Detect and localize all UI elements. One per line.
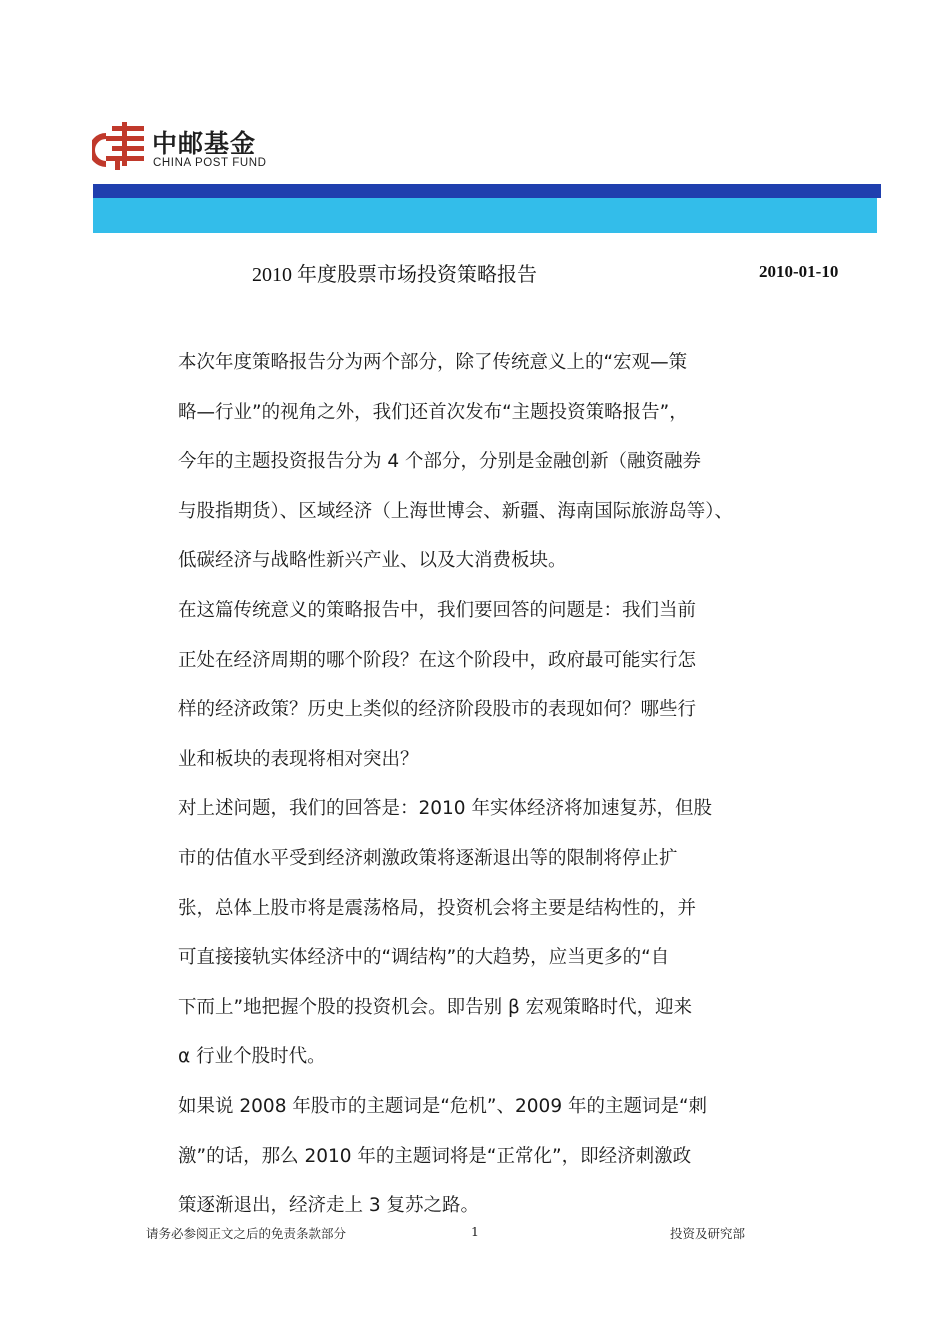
body-line: α 行业个股时代。 <box>178 1046 326 1068</box>
header-band-light <box>93 198 877 233</box>
body-line: 对上述问题，我们的回答是：2010 年实体经济将加速复苏，但股 <box>178 798 712 820</box>
china-post-logo-icon <box>92 118 150 174</box>
report-title: 2010 年度股票市场投资策略报告 <box>252 264 537 286</box>
logo-english-name: CHINA POST FUND <box>153 157 267 169</box>
report-body <box>178 345 838 1238</box>
body-line: 策逐渐退出，经济走上 3 复苏之路。 <box>178 1195 480 1217</box>
body-line: 在这篇传统意义的策略报告中，我们要回答的问题是：我们当前 <box>178 599 697 621</box>
body-line: 与股指期货）、区域经济（上海世博会、新疆、海南国际旅游岛等）、 <box>178 500 734 522</box>
body-line: 市的估值水平受到经济刺激政策将逐渐退出等的限制将停止扩 <box>178 847 678 869</box>
body-line: 激”的话，那么 2010 年的主题词将是“正常化”，即经济刺激政 <box>178 1145 692 1167</box>
footer-disclaimer: 请务必参阅正文之后的免责条款部分 <box>146 1226 347 1241</box>
body-line: 略—行业”的视角之外，我们还首次发布“主题投资策略报告”， <box>178 401 688 423</box>
body-line: 下而上”地把握个股的投资机会。即告别 β 宏观策略时代，迎来 <box>178 996 693 1018</box>
footer-page-number: 1 <box>471 1224 479 1239</box>
body-line: 正处在经济周期的哪个阶段？在这个阶段中，政府最可能实行怎 <box>178 649 697 671</box>
body-line: 低碳经济与战略性新兴产业、以及大消费板块。 <box>178 550 567 572</box>
body-line: 如果说 2008 年股市的主题词是“危机”、2009 年的主题词是“刺 <box>178 1095 708 1117</box>
report-date: 2010-01-10 <box>759 262 839 281</box>
logo-chinese-name: 中邮基金 <box>152 129 257 158</box>
body-line: 可直接接轨实体经济中的“调结构”的大趋势，应当更多的“自 <box>178 947 670 969</box>
header-band-dark <box>93 184 881 198</box>
body-line: 今年的主题投资报告分为 4 个部分，分别是金融创新（融资融券 <box>178 451 702 473</box>
footer-department: 投资及研究部 <box>670 1226 746 1241</box>
company-logo <box>92 118 282 178</box>
body-line: 本次年度策略报告分为两个部分，除了传统意义上的“宏观—策 <box>178 352 688 373</box>
body-line: 张，总体上股市将是震荡格局，投资机会将主要是结构性的，并 <box>178 897 697 919</box>
body-line: 样的经济政策？历史上类似的经济阶段股市的表现如何？哪些行 <box>178 699 697 721</box>
body-line: 业和板块的表现将相对突出？ <box>178 748 419 770</box>
